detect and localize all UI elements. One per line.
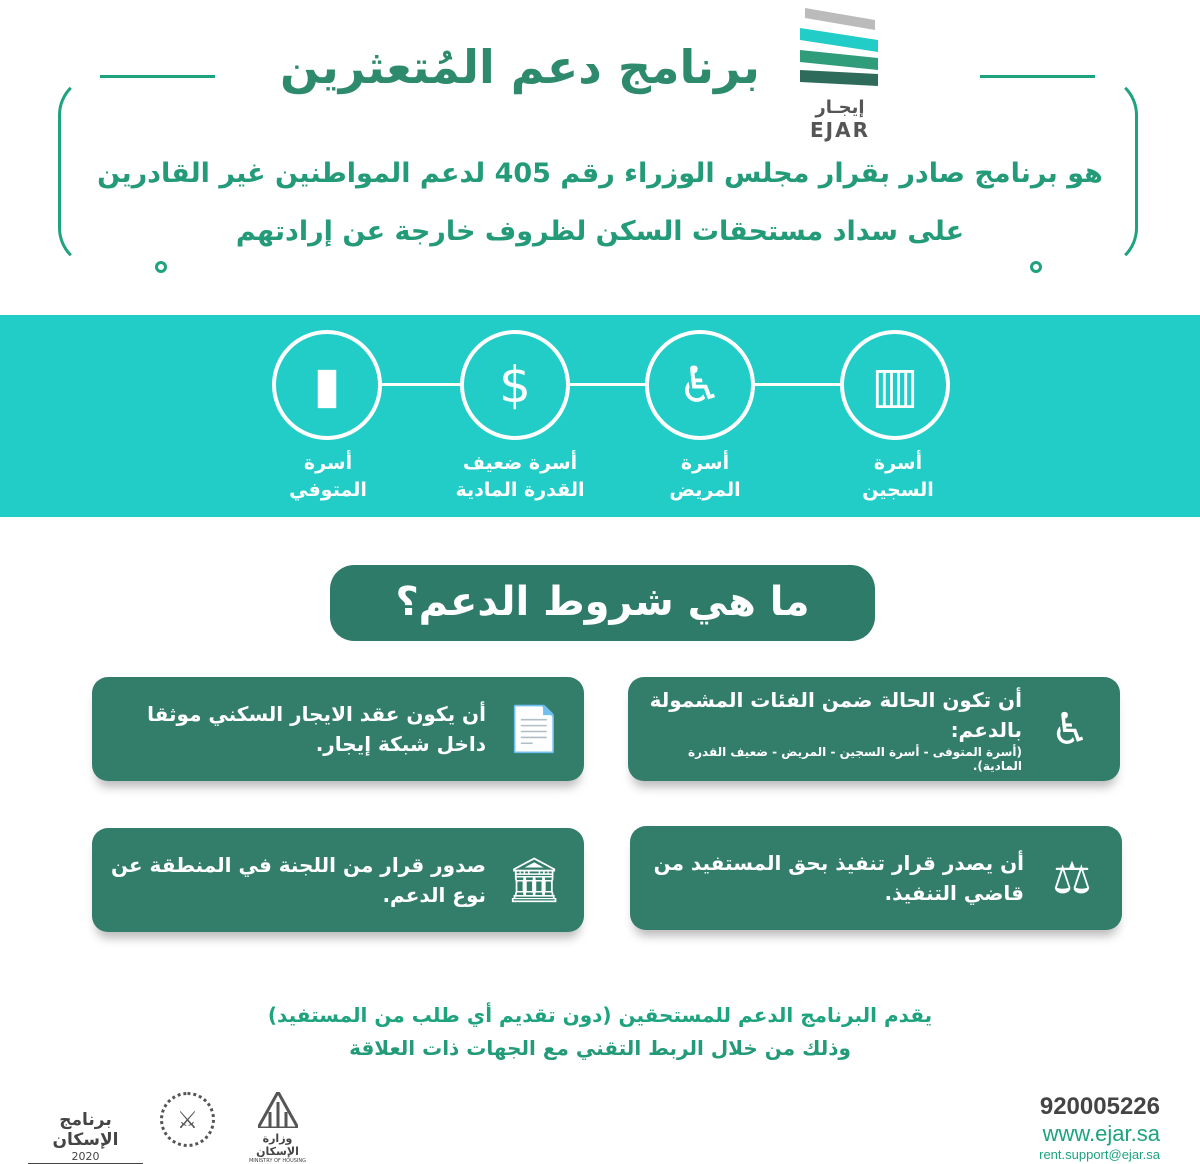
caregiver-icon: ♿ (1050, 703, 1090, 755)
vision-year: 2020 (28, 1150, 143, 1164)
divider (980, 75, 1095, 78)
wheelchair-icon: ♿ (677, 356, 723, 414)
category-circle (272, 330, 382, 440)
ejar-logo (800, 8, 880, 143)
category-circle (840, 330, 950, 440)
condition-text: صدور قرار من اللجنة في المنطقة عن نوع الدعم. (110, 853, 486, 907)
category-label: أسرة ضعيف القدرة المادية (455, 452, 585, 501)
prison-icon: ▥ (871, 356, 919, 414)
condition-text: أن يصدر قرار تنفيذ بحق المستفيد من قاضي التنفيذ. (653, 851, 1024, 905)
condition-card (630, 826, 1122, 930)
tombstone-icon: ▮ (313, 356, 341, 414)
housing-program-text: برنامج الإسكان (52, 1110, 119, 1150)
phone-number: 920005226 (1039, 1093, 1160, 1120)
ministry-text-en: MINISTRY OF HOUSING (248, 1158, 307, 1164)
category-circle (460, 330, 570, 440)
intro-line-2: على سداد مستحقات السكن لظروف خارجة عن إرادتهم (235, 216, 965, 247)
category-circle (645, 330, 755, 440)
saudi-emblem-icon: ⚔ (160, 1092, 215, 1147)
frame-dot (155, 261, 167, 273)
ministry-building-icon (258, 1092, 298, 1128)
condition-subtext: (أسرة المتوفى - أسرة السجين - المريض - ضعيف القدرة المادية). (688, 745, 1022, 773)
ejar-logo-mark (800, 8, 880, 93)
logo-text-ar: إيجـار (815, 97, 865, 118)
logo-text-en: EJAR (810, 118, 870, 142)
contract-icon: 📄 (506, 704, 562, 755)
category-label: أسرة السجين (862, 452, 934, 501)
category-label: أسرة المتوفي (289, 452, 367, 501)
footer-note-1: يقدم البرنامج الدعم للمستحقين (دون تقديم أي طلب من المستفيد) (267, 1003, 933, 1027)
email-link[interactable]: rent.support@ejar.sa (1039, 1147, 1160, 1162)
connector-line (380, 383, 850, 386)
footer-note-2: وذلك من خلال الربط التقني مع الجهات ذات العلاقة (349, 1036, 851, 1060)
gavel-icon: ⚖ (1052, 852, 1092, 904)
website-link[interactable]: www.ejar.sa (1042, 1121, 1160, 1146)
condition-card (628, 677, 1120, 781)
category-label: أسرة المريض (669, 452, 741, 501)
frame-dot (1030, 261, 1042, 273)
condition-card (92, 677, 584, 781)
condition-card (92, 828, 584, 932)
condition-text: أن يكون عقد الايجار السكني موثقا داخل شبكة إيجار. (147, 702, 486, 756)
housing-program-logo (28, 1110, 143, 1164)
conditions-title: ما هي شروط الدعم؟ (330, 565, 875, 641)
contact-info (1039, 1093, 1160, 1162)
money-icon: $ (499, 356, 531, 414)
intro-line-1: هو برنامج صادر بقرار مجلس الوزراء رقم 405 لدعم المواطنين غير القادرين (97, 158, 1103, 189)
page-title: برنامج دعم المُتعثرين (280, 40, 760, 94)
court-icon: 🏛 (506, 855, 562, 906)
ministry-logo (240, 1092, 315, 1164)
ministry-text-ar: وزارة الإسكان (256, 1132, 299, 1158)
condition-text: أن تكون الحالة ضمن الفئات المشمولة بالدعم: (649, 688, 1022, 742)
divider (100, 75, 215, 78)
